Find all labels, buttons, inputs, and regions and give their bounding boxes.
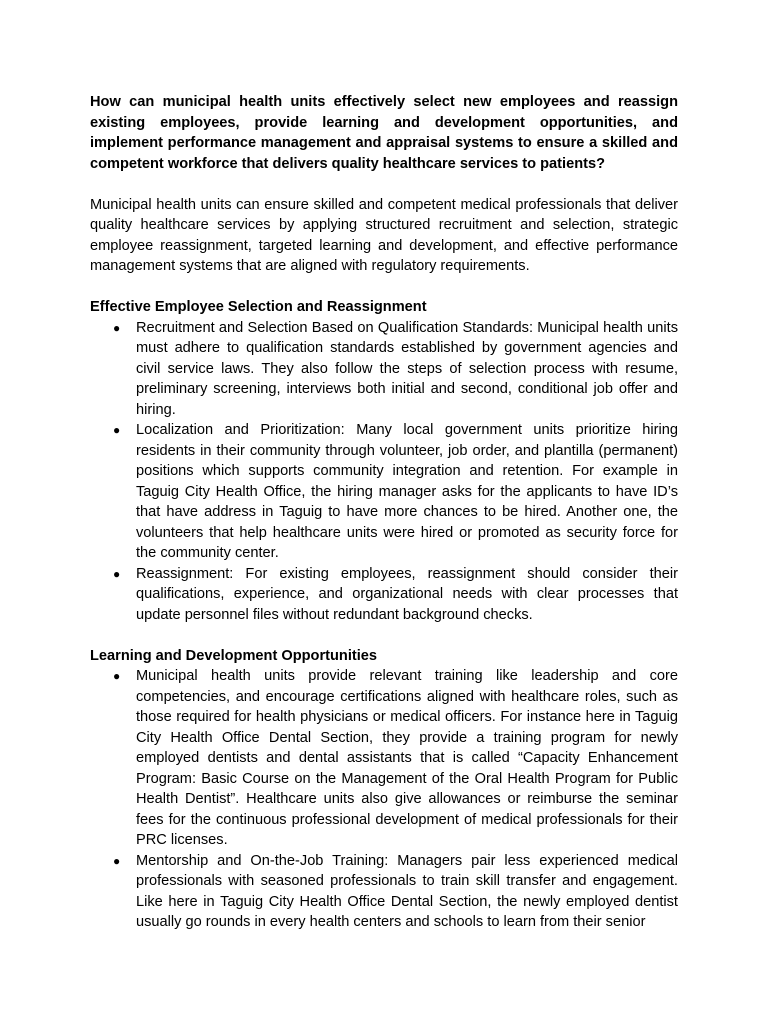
- bullet-icon: ●: [113, 566, 121, 581]
- list-item: [90, 318, 678, 421]
- section-learning-development: [90, 646, 678, 933]
- list-item: [90, 420, 678, 564]
- bullet-icon: ●: [113, 320, 121, 335]
- bullet-list: [90, 666, 678, 933]
- list-item-text: Mentorship and On-the-Job Training: Managers pair less experienced medical professionals with seasoned professionals to train skill transfer and engagement. Like here in Taguig City Health Office Dental Section, the newly employed dentist usually go rounds in every health centers and schools to learn from their senior: [136, 852, 678, 930]
- section-heading: Learning and Development Opportunities: [90, 647, 378, 664]
- list-item: [90, 851, 678, 933]
- intro-paragraph: Municipal health units can ensure skilled and competent medical professionals that deliver quality healthcare services by applying structured recruitment and selection, strategic employee reassignment, targeted learning and development, and effective performance management systems that are aligned with regulatory requirements.: [90, 196, 678, 274]
- list-item-text: Reassignment: For existing employees, reassignment should consider their qualifications, experience, and organizational needs with clear processes that update personnel files without redundant background checks.: [136, 565, 678, 623]
- bullet-list: [90, 318, 678, 626]
- list-item-text: Municipal health units provide relevant training like leadership and core competencies, and encourage certifications aligned with healthcare roles, such as those required for health physicians or medical officers. For instance here in Taguig City Health Office Dental Section, they provide a training program for newly employed dentists and dental assistants that is called “Capacity Enhancement Program: Basic Course on the Management of the Oral Health Program for Public Health Dentist”. Healthcare units also give allowances or reimburse the seminar fees for the continuous professional development of medical professionals for their PRC licenses.: [136, 668, 678, 848]
- bullet-icon: ●: [113, 669, 121, 683]
- bullet-icon: ●: [113, 423, 121, 437]
- list-item-text: Recruitment and Selection Based on Qualification Standards: Municipal health units must adhere to qualification standards established by government agencies and civil service laws. They also follow the steps of selection process with resume, preliminary screening, interviews both initial and second, conditional job offer and hiring.: [136, 319, 678, 418]
- bullet-icon: ●: [113, 853, 121, 868]
- list-item: [90, 564, 678, 626]
- section-selection-reassignment: [90, 297, 678, 625]
- list-item-text: Localization and Prioritization: Many local government units prioritize hiring residents in their community through volunteer, job order, and plantilla (permanent) positions which supports community integration and retention. For example in Taguig City Health Office, the hiring manager asks for the applicants to have ID’s that have address in Taguig to have more chances to be hired. Another one, the volunteers that help healthcare units were hired or promoted as security force for the community center.: [136, 422, 678, 561]
- document-page: [90, 92, 678, 933]
- section-heading: Effective Employee Selection and Reassignment: [90, 299, 427, 315]
- question-heading: How can municipal health units effectively select new employees and reassign existing employees, provide learning and development opportunities, and implement performance management and appraisal systems to ensure a skilled and competent workforce that delivers quality healthcare services to patients?: [90, 94, 678, 172]
- list-item: [90, 666, 678, 851]
